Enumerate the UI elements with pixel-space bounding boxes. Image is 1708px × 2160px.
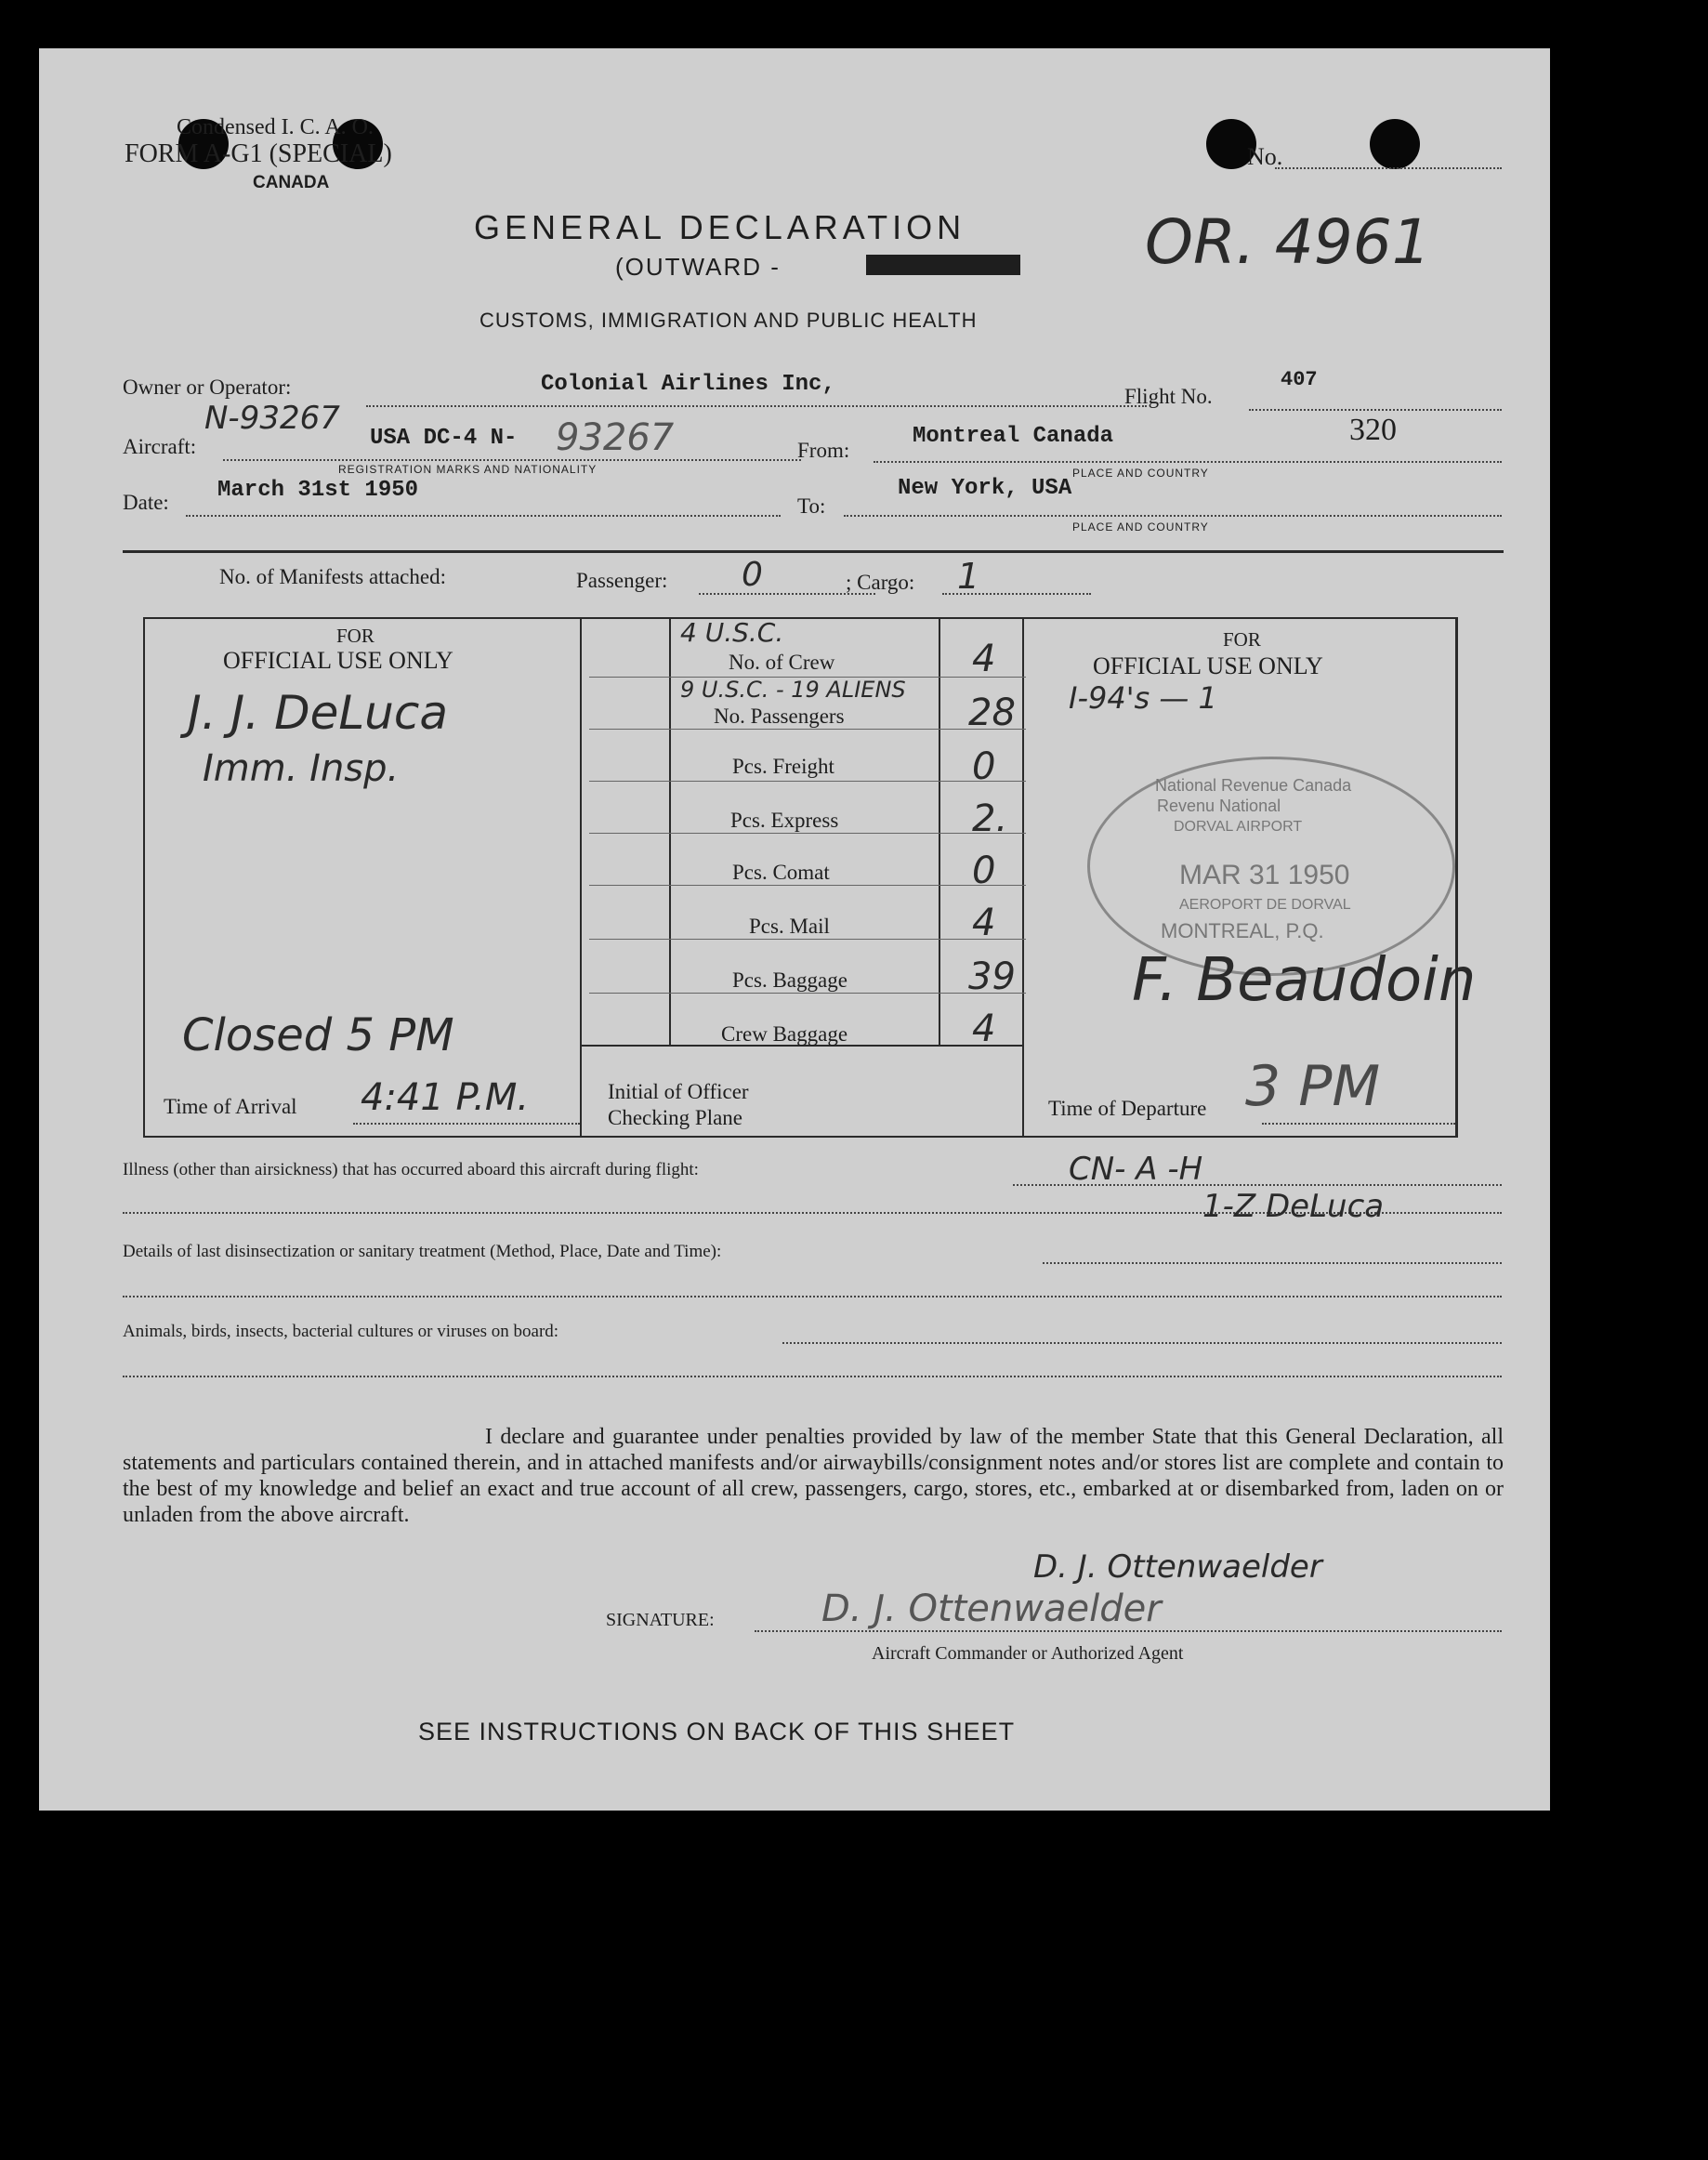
- official-use-right-for: FOR: [1223, 628, 1261, 651]
- row-label-crew-baggage: Crew Baggage: [721, 1022, 848, 1046]
- from-code: 320: [1349, 413, 1397, 447]
- row-value-crew-baggage: 4: [972, 1008, 996, 1050]
- official-use-left-for: FOR: [336, 625, 374, 647]
- file-number-handwritten: OR. 4961: [1145, 206, 1431, 278]
- to-label: To:: [797, 494, 826, 518]
- row-label-comat: Pcs. Comat: [732, 861, 830, 884]
- row-label-mail: Pcs. Mail: [749, 915, 830, 938]
- to-value: New York, USA: [898, 476, 1072, 501]
- aircraft-value: USA DC-4 N-: [370, 426, 518, 451]
- declaration-text: I declare and guarantee under penalties provided by law of the member State that this General Declaration, all statements and particulars contained therein, and in attached manifests and/or airwaybills/consignment notes and/or stores list are complete and contain to the best of my knowledge and belief an exact and true account of all crew, passengers, cargo, stores, etc., embarked at or disembarked from, laden on or unladen from the above aircraft.: [123, 1425, 1504, 1527]
- crew-note-handwritten: 4 U.S.C.: [680, 617, 784, 648]
- form-origin-line1: Condensed I. C. A. O.: [177, 115, 374, 139]
- time-of-arrival-value: 4:41 P.M.: [361, 1076, 530, 1119]
- time-of-departure-label: Time of Departure: [1048, 1097, 1207, 1120]
- aircraft-label: Aircraft:: [123, 435, 197, 458]
- closed-note-handwritten: Closed 5 PM: [182, 1009, 454, 1061]
- stamp-text-line3: DORVAL AIRPORT: [1174, 819, 1303, 835]
- stamp-text-line1: National Revenue Canada: [1155, 776, 1352, 795]
- aircraft-caption: REGISTRATION MARKS AND NATIONALITY: [338, 463, 598, 476]
- illness-code-line1: CN- A -H: [1069, 1151, 1203, 1188]
- disinsectization-label: Details of last disinsectization or sanitary treatment (Method, Place, Date and Time):: [123, 1242, 722, 1261]
- from-value: Montreal Canada: [913, 424, 1114, 449]
- signature-handwritten-upper: D. J. Ottenwaelder: [1033, 1548, 1322, 1586]
- row-value-freight: 0: [972, 745, 996, 788]
- form-number-line: [1275, 167, 1502, 169]
- page-heading-agencies: CUSTOMS, IMMIGRATION AND PUBLIC HEALTH: [480, 309, 978, 332]
- row-value-baggage: 39: [968, 955, 1016, 998]
- manifests-passenger-label: Passenger:: [576, 569, 668, 592]
- form-country: CANADA: [253, 173, 330, 192]
- manifests-cargo-label: ; Cargo:: [846, 571, 915, 594]
- official-use-right-label: OFFICIAL USE ONLY: [1093, 652, 1323, 679]
- initial-officer-label-2: Checking Plane: [608, 1106, 742, 1129]
- redacted-word: [866, 255, 1020, 275]
- date-value: March 31st 1950: [217, 478, 419, 503]
- customs-stamp: [1087, 757, 1455, 976]
- from-label: From:: [797, 439, 850, 462]
- time-of-departure-value: 3 PM: [1245, 1054, 1381, 1119]
- manifests-label: No. of Manifests attached:: [219, 565, 446, 588]
- row-label-baggage: Pcs. Baggage: [732, 968, 847, 992]
- row-value-crew: 4: [972, 638, 996, 680]
- manifests-cargo-value: 1: [957, 556, 980, 597]
- official-name-handwritten: J. J. DeLuca: [188, 686, 449, 740]
- row-value-passengers: 28: [968, 691, 1016, 734]
- animals-label: Animals, birds, insects, bacterial cultures or viruses on board:: [123, 1322, 559, 1341]
- date-label: Date:: [123, 491, 169, 514]
- row-label-passengers: No. Passengers: [714, 705, 845, 728]
- signature-caption: Aircraft Commander or Authorized Agent: [872, 1643, 1184, 1664]
- signature-handwritten: D. J. Ottenwaelder: [821, 1587, 1162, 1630]
- punch-hole: [1370, 119, 1420, 169]
- owner-label: Owner or Operator:: [123, 375, 292, 399]
- stamp-text-line5: MONTREAL, P.Q.: [1161, 919, 1324, 942]
- official-use-left-label: OFFICIAL USE ONLY: [223, 647, 453, 674]
- flight-no-value: 407: [1281, 368, 1318, 391]
- official-title-handwritten: Imm. Insp.: [203, 747, 400, 790]
- page-title: GENERAL DECLARATION: [474, 208, 966, 246]
- i94-note-handwritten: I-94's — 1: [1069, 680, 1217, 716]
- row-value-mail: 4: [972, 902, 996, 944]
- form-origin-line2: FORM A-G1 (SPECIAL): [125, 139, 392, 168]
- form-number-label: No.: [1247, 143, 1283, 170]
- footer-instructions: SEE INSTRUCTIONS ON BACK OF THIS SHEET: [418, 1718, 1016, 1745]
- from-caption: PLACE AND COUNTRY: [1072, 467, 1209, 480]
- divider: [123, 550, 1504, 553]
- owner-value: Colonial Airlines Inc,: [541, 372, 835, 397]
- passengers-note-handwritten: 9 U.S.C. - 19 ALIENS: [680, 677, 906, 703]
- to-caption: PLACE AND COUNTRY: [1072, 520, 1209, 533]
- time-of-arrival-label: Time of Arrival: [164, 1095, 297, 1118]
- aircraft-registration-handwritten: 93267: [556, 416, 675, 459]
- signature-label: SIGNATURE:: [606, 1610, 715, 1630]
- row-value-comat: 0: [972, 850, 996, 892]
- flight-no-label: Flight No.: [1124, 385, 1213, 408]
- officer-signature-handwritten: F. Beaudoin: [1132, 946, 1477, 1015]
- row-label-freight: Pcs. Freight: [732, 755, 834, 778]
- stamp-text-line2: Revenu National: [1157, 797, 1281, 815]
- initial-officer-label-1: Initial of Officer: [608, 1080, 749, 1103]
- stamp-date: MAR 31 1950: [1179, 860, 1350, 890]
- declaration-sheet: [39, 48, 1550, 1811]
- row-value-express: 2.: [972, 797, 1008, 840]
- illness-label: Illness (other than airsickness) that has occurred aboard this aircraft during flight:: [123, 1160, 699, 1179]
- row-label-express: Pcs. Express: [730, 809, 839, 832]
- row-label-crew: No. of Crew: [729, 651, 835, 674]
- manifests-passenger-value: 0: [742, 556, 763, 594]
- aircraft-handwritten-reg: N-93267: [204, 400, 340, 437]
- stamp-text-line4: AEROPORT DE DORVAL: [1179, 897, 1351, 913]
- illness-code-line2: 1-Z DeLuca: [1202, 1188, 1385, 1225]
- page-subtitle: (OUTWARD -: [615, 253, 781, 281]
